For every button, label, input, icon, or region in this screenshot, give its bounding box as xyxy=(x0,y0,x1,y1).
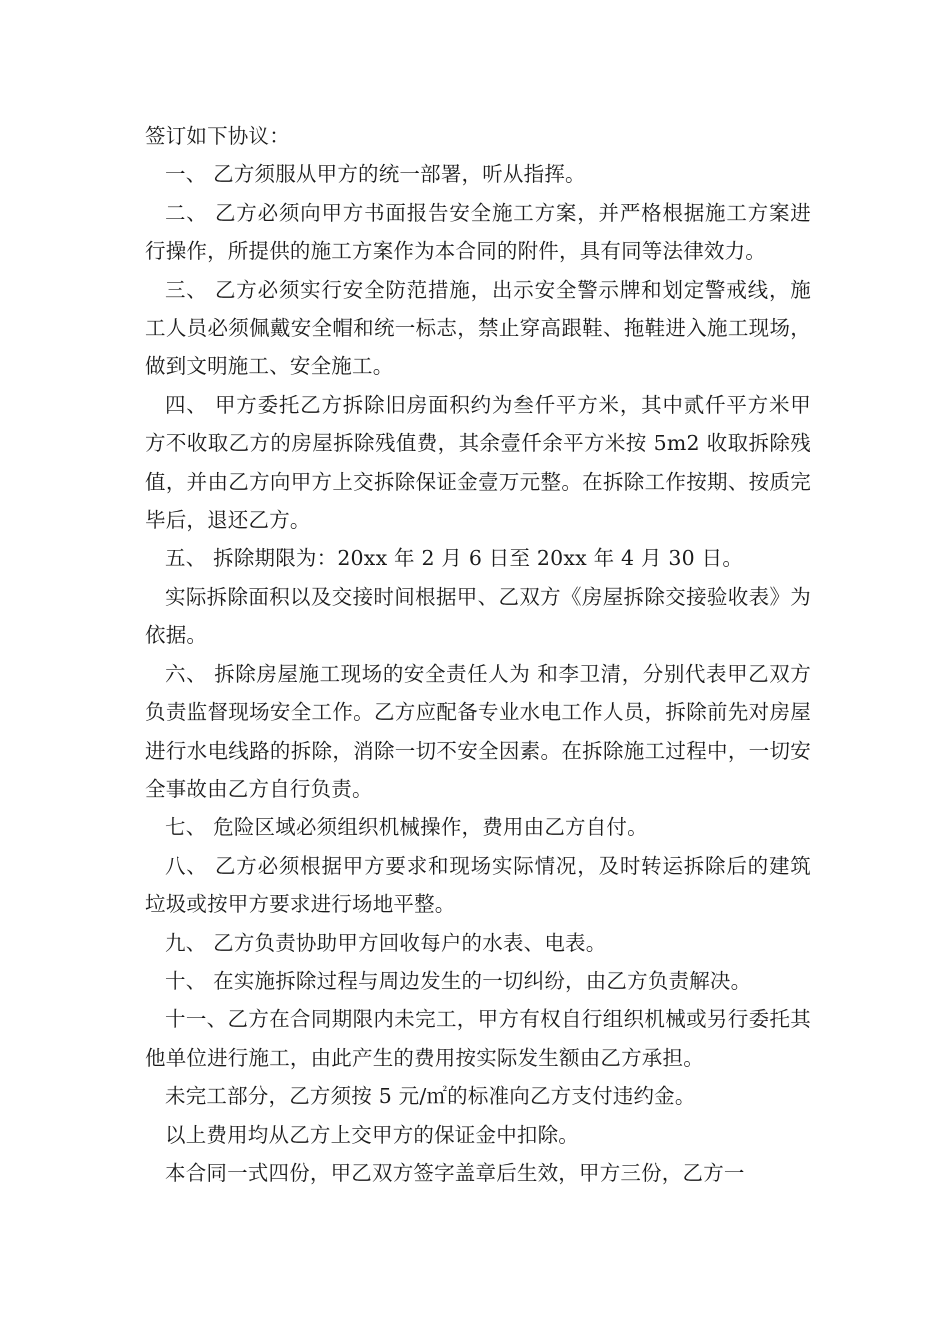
paragraph-clause-11: 十一、乙方在合同期限内未完工，甲方有权自行组织机械或另行委托其他单位进行施工，由此产生的费用按实际发生额由乙方承担。 xyxy=(145,1007,811,1070)
paragraph-intro: 签订如下协议： xyxy=(145,124,290,148)
paragraph-clause-10: 十、 在实施拆除过程与周边发生的一切纠纷，由乙方负责解决。 xyxy=(165,968,752,993)
paragraph-clause-9: 九、 乙方负责协助甲方回收每户的水表、电表。 xyxy=(165,930,607,955)
paragraph-closing: 本合同一式四份，甲乙双方签字盖章后生效，甲方三份，乙方一 xyxy=(165,1160,745,1185)
paragraph-clause-5: 五、 拆除期限为：20xx 年 2 月 6 日至 20xx 年 4 月 30 日。 xyxy=(165,546,744,571)
paragraph-clause-3: 三、 乙方必须实行安全防范措施，出示安全警示牌和划定警戒线，施工人员必须佩戴安全帽和统一标志，禁止穿高跟鞋、拖鞋进入施工现场，做到文明施工、安全施工。 xyxy=(145,277,811,379)
paragraph-clause-11-a: 未完工部分，乙方须按 5 元/㎡的标准向乙方支付违约金。 xyxy=(165,1084,696,1109)
paragraph-clause-5-note: 实际拆除面积以及交接时间根据甲、乙双方《房屋拆除交接验收表》为依据。 xyxy=(145,584,811,648)
paragraph-clause-1: 一、 乙方须服从甲方的统一部署，听从指挥。 xyxy=(165,162,586,187)
contract-body xyxy=(145,117,811,1192)
paragraph-clause-2: 二、 乙方必须向甲方书面报告安全施工方案，并严格根据施工方案进行操作，所提供的施工方案作为本合同的附件，具有同等法律效力。 xyxy=(145,200,811,264)
paragraph-clause-11-b: 以上费用均从乙方上交甲方的保证金中扣除。 xyxy=(165,1122,579,1147)
paragraph-clause-6: 六、 拆除房屋施工现场的安全责任人为 和李卫清，分别代表甲乙双方负责监督现场安全工作。乙方应配备专业水电工作人员，拆除前先对房屋进行水电线路的拆除，消除一切不安全因素。在拆除施工过程中，一切安全事故由乙方自行负责。 xyxy=(145,661,811,801)
paragraph-clause-7: 七、 危险区域必须组织机械操作，费用由乙方自付。 xyxy=(165,815,648,840)
paragraph-clause-8: 八、 乙方必须根据甲方要求和现场实际情况，及时转运拆除后的建筑垃圾或按甲方要求进行场地平整。 xyxy=(145,853,811,917)
paragraph-clause-4: 四、 甲方委托乙方拆除旧房面积约为叁仟平方米，其中贰仟平方米甲方不收取乙方的房屋拆除残值费，其余壹仟余平方米按 5m2 收取拆除残值，并由乙方向甲方上交拆除保证金壹万元整。在拆除工作按期、按质完毕后，退还乙方。 xyxy=(145,392,811,533)
